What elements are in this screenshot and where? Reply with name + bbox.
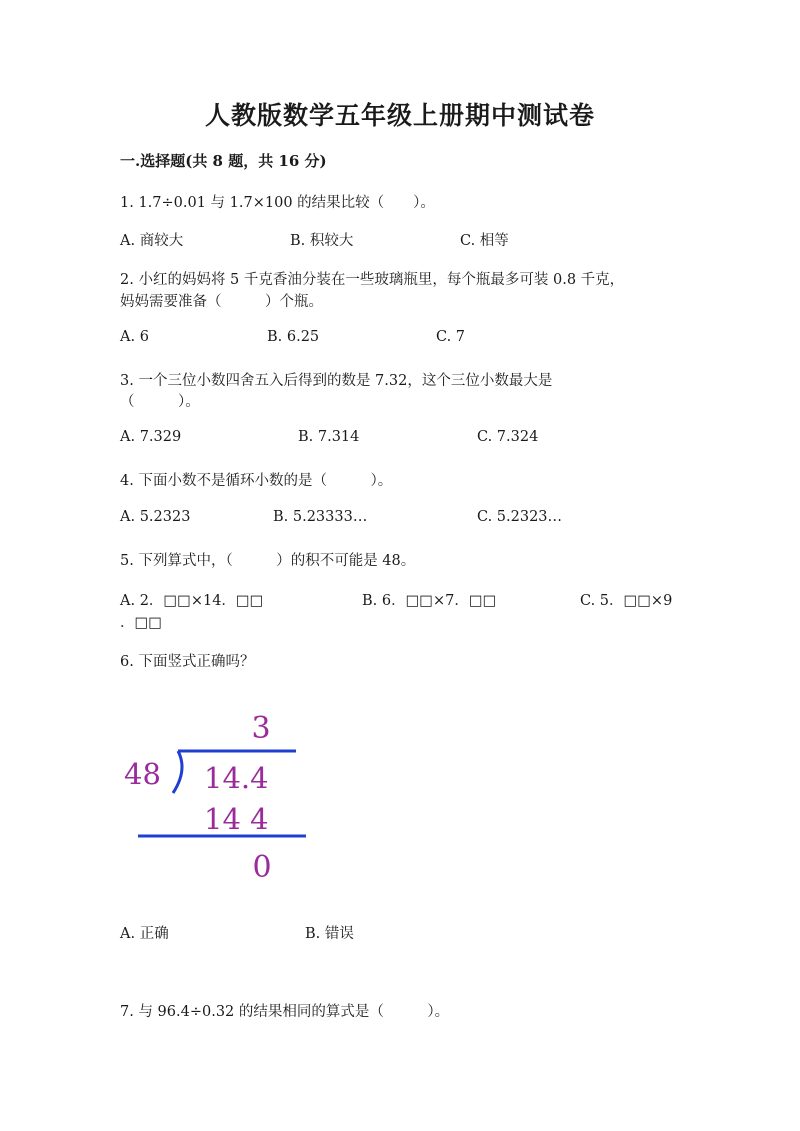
division-bracket (173, 751, 182, 793)
question-2-option-b: B. 6.25 (267, 329, 320, 345)
division-dividend: 14.4 (204, 761, 269, 795)
question-6-option-a: A. 正确 (120, 926, 169, 942)
exam-title: 人教版数学五年级上册期中测试卷 (204, 101, 595, 130)
question-1-option-c: C. 相等 (460, 233, 509, 249)
division-remainder: 0 (252, 850, 272, 885)
question-2-stem-line-2: 妈妈需要准备（ ）个瓶。 (120, 294, 323, 310)
question-1-stem: 1. 1.7÷0.01 与 1.7×100 的结果比较（ ）。 (120, 195, 435, 211)
question-1-option-b: B. 积较大 (290, 233, 354, 249)
division-quotient: 3 (251, 711, 271, 746)
question-2-stem-line-1: 2. 小红的妈妈将 5 千克香油分装在一些玻璃瓶里，每个瓶最多可装 0.8 千克， (120, 272, 625, 288)
question-6-stem: 6. 下面竖式正确吗？ (120, 654, 255, 670)
question-4-stem: 4. 下面小数不是循环小数的是（ ）。 (120, 473, 393, 489)
question-3-stem-line-2: （ ）。 (120, 394, 200, 410)
question-3-option-a: A. 7.329 (120, 429, 182, 445)
question-5-option-c: C. 5．□□×9 (580, 593, 673, 609)
question-3-option-b: B. 7.314 (298, 429, 360, 445)
long-division-figure (120, 700, 320, 890)
question-3-option-c: C. 7.324 (477, 429, 539, 445)
question-2-option-c: C. 7 (436, 329, 466, 345)
question-5-option-c-continued: ．□□ (120, 615, 162, 631)
question-1-option-a: A. 商较大 (120, 233, 184, 249)
section-heading: 一.选择题(共 8 题，共 16 分) (120, 152, 327, 170)
question-3-stem-line-1: 3. 一个三位小数四舍五入后得到的数是 7.32，这个三位小数最大是 (120, 373, 553, 389)
question-7-stem: 7. 与 96.4÷0.32 的结果相同的算式是（ ）。 (120, 1004, 450, 1020)
question-5-stem: 5. 下列算式中，（ ）的积不可能是 48。 (120, 553, 416, 569)
question-4-option-b: B. 5.23333… (273, 509, 368, 525)
question-4-option-a: A. 5.2323 (120, 509, 191, 525)
question-5-option-b: B. 6．□□×7．□□ (362, 593, 497, 609)
question-6-option-b: B. 错误 (305, 926, 354, 942)
question-4-option-c: C. 5.2323… (477, 509, 563, 525)
question-5-option-a: A. 2．□□×14．□□ (120, 593, 264, 609)
division-divisor: 48 (124, 757, 161, 791)
question-2-option-a: A. 6 (120, 329, 149, 345)
division-product: 14 4 (204, 802, 269, 836)
